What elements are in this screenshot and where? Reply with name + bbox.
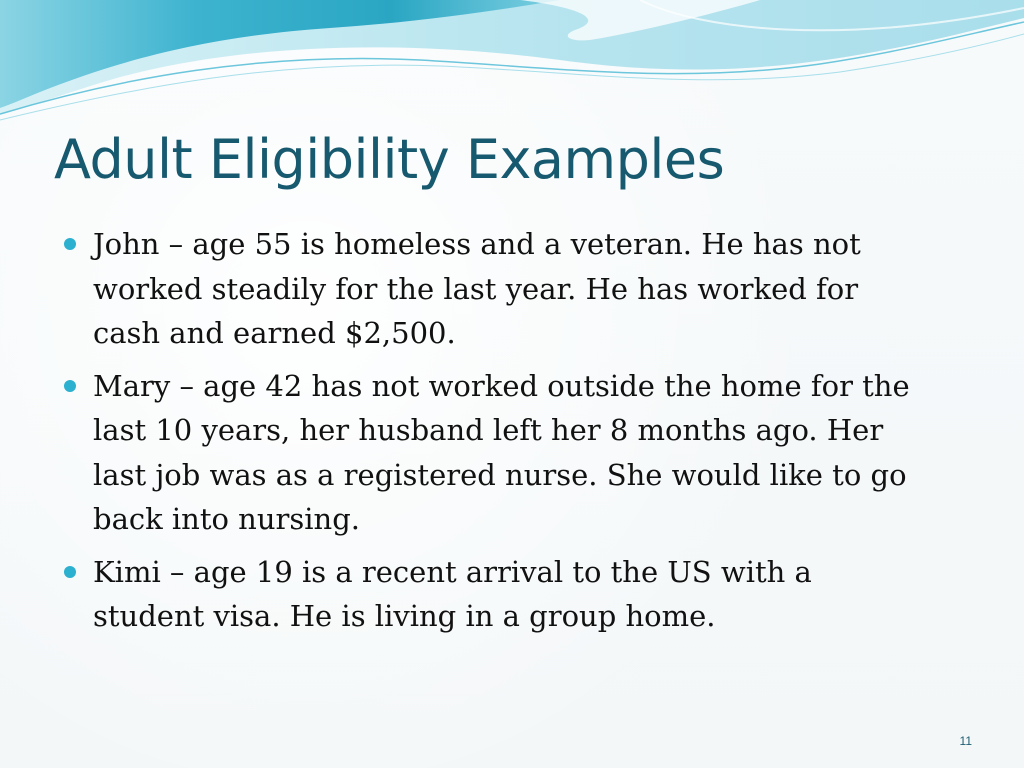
bullet-text: John – age 55 is homeless and a veteran. He has not worked steadily for the last year. He has worked for cash and earned $2,500. [93, 227, 861, 350]
bullet-item-john [64, 222, 974, 356]
slide-title: Adult Eligibility Examples [54, 128, 725, 191]
bullet-dot-icon [64, 380, 76, 392]
bullet-item-mary [64, 364, 974, 542]
wave-header-decoration [0, 0, 1024, 130]
bullet-list [64, 222, 974, 647]
bullet-item-kimi [64, 550, 974, 639]
bullet-text: Mary – age 42 has not worked outside the home for the last 10 years, her husband left her 8 months ago. Her last job was as a registered nurse. She would like to go back into nursing. [93, 368, 910, 536]
bullet-text: Kimi – age 19 is a recent arrival to the US with a student visa. He is living in a group home. [93, 554, 812, 633]
bullet-dot-icon [64, 566, 76, 578]
bullet-dot-icon [64, 238, 76, 250]
slide-number: 11 [959, 734, 972, 748]
